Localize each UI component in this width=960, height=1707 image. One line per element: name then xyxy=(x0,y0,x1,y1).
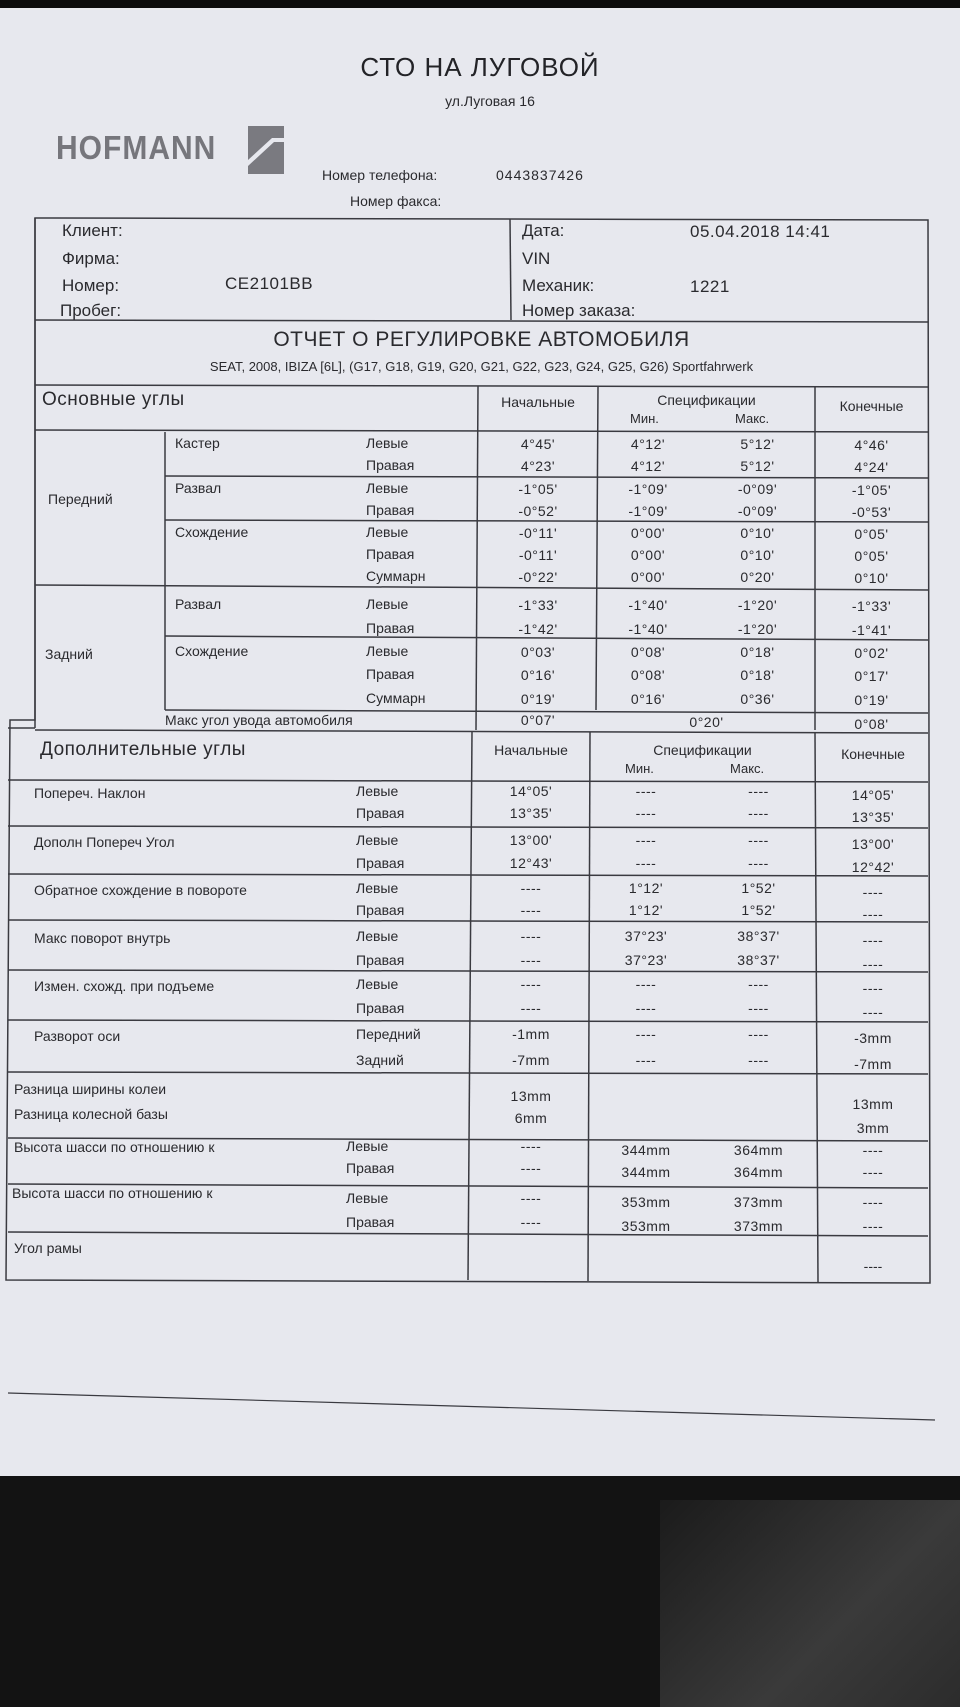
basic-row-side: Левые xyxy=(366,524,409,540)
height2-row-min: 353mm xyxy=(621,1194,671,1210)
vin-label: VIN xyxy=(522,249,551,268)
additional-row-side: Правая xyxy=(356,902,405,918)
additional-row-min: ---- xyxy=(635,832,657,848)
basic-row-initial: -1°05' xyxy=(518,481,558,497)
additional-row-max: ---- xyxy=(748,1052,769,1068)
additional-row-min: 1°12' xyxy=(628,880,664,896)
basic-row-max: -1°20' xyxy=(737,597,778,613)
additional-row-max: 1°52' xyxy=(741,902,776,918)
firm-label: Фирма: xyxy=(62,249,120,268)
basic-row-min: 0°00' xyxy=(630,569,666,585)
basic-row-side: Правая xyxy=(366,457,415,473)
basic-row-side: Левые xyxy=(366,596,409,612)
basic-row-min: -1°40' xyxy=(628,621,668,637)
report-title: ОТЧЕТ О РЕГУЛИРОВКЕ АВТОМОБИЛЯ xyxy=(273,328,690,351)
additional-row-side: Левые xyxy=(356,976,399,992)
additional-row-side: Правая xyxy=(356,855,405,871)
additional-row-min: 1°12' xyxy=(628,902,664,918)
basic-row-max: 0°20' xyxy=(740,569,775,585)
date-value: 05.04.2018 14:41 xyxy=(690,222,831,241)
basic-row-initial: -0°22' xyxy=(518,569,558,585)
height2-row-final: ---- xyxy=(862,1218,884,1234)
additional-row-side: Левые xyxy=(356,783,399,799)
additional-row-final: 13°35' xyxy=(851,809,895,825)
track-diff-label: Разница ширины колеи xyxy=(14,1081,167,1097)
additional-row-label: Дополн Попереч Угол xyxy=(34,834,175,850)
basic-row-group: Кастер xyxy=(175,435,220,451)
basic-row-max: 0°10' xyxy=(740,547,775,563)
basic-row-initial: -0°52' xyxy=(518,503,558,519)
additional-row-final: ---- xyxy=(862,956,884,972)
basic-row-final: 4°24' xyxy=(854,459,889,475)
additional-row-initial: 12°43' xyxy=(509,855,553,871)
basic-row-max: 0°10' xyxy=(740,525,775,541)
additional-row-final: 14°05' xyxy=(851,787,895,803)
basic-row-min: 4°12' xyxy=(630,436,666,452)
basic-row-max: -0°09' xyxy=(737,481,778,497)
basic-row-final: -1°41' xyxy=(851,622,892,638)
additional-row-final: 13°00' xyxy=(851,836,895,852)
basic-col-spec: Спецификации xyxy=(657,392,756,408)
additional-row-final: ---- xyxy=(862,906,884,922)
additional-row-max: ---- xyxy=(748,976,769,992)
basic-row-group: Развал xyxy=(175,480,222,496)
basic-row-side: Правая xyxy=(366,502,415,518)
basic-row-final: 4°46' xyxy=(854,437,889,453)
basic-row-max: 0°18' xyxy=(740,644,775,660)
fax-label: Номер факса: xyxy=(350,193,442,209)
basic-row-max: 0°36' xyxy=(740,691,775,707)
height2-row-initial: ---- xyxy=(520,1190,542,1206)
additional-row-side: Левые xyxy=(356,928,399,944)
track-diff-initial: 13mm xyxy=(510,1088,552,1104)
number-value: CE2101BB xyxy=(225,274,314,293)
additional-row-side: Левые xyxy=(356,880,399,896)
additional-row-final: ---- xyxy=(862,932,884,948)
additional-row-final: ---- xyxy=(862,980,884,996)
basic-row-initial: -1°42' xyxy=(518,621,558,637)
basic-row-min: 0°16' xyxy=(630,691,666,707)
hofmann-logo: HOFMANN xyxy=(56,130,217,167)
additional-row-side: Правая xyxy=(356,952,405,968)
basic-row-initial: 0°19' xyxy=(520,691,556,707)
additional-row-initial: 13°35' xyxy=(509,805,553,821)
basic-row-min: -1°09' xyxy=(628,503,668,519)
additional-row-initial: ---- xyxy=(520,902,542,918)
additional-row-min: ---- xyxy=(635,1052,657,1068)
additional-row-min: ---- xyxy=(635,1026,657,1042)
additional-row-min: ---- xyxy=(635,976,657,992)
height2-row-min: 353mm xyxy=(621,1218,671,1234)
order-number-label: Номер заказа: xyxy=(522,301,636,320)
basic-row-group: Схождение xyxy=(175,643,249,659)
height1-row-min: 344mm xyxy=(621,1164,671,1180)
basic-row-min: 4°12' xyxy=(630,458,666,474)
basic-col-max: Макс. xyxy=(735,411,770,426)
additional-row-final: ---- xyxy=(862,884,884,900)
additional-row-min: ---- xyxy=(635,805,657,821)
basic-row-max: 5°12' xyxy=(740,458,775,474)
additional-row-min: ---- xyxy=(635,1000,657,1016)
additional-row-initial: 14°05' xyxy=(509,783,553,799)
chassis-height-1-label: Высота шасси по отношению к xyxy=(14,1139,215,1155)
mechanic-value: 1221 xyxy=(690,277,730,296)
basic-row-final: 0°05' xyxy=(854,548,889,564)
basic-row-max: -0°09' xyxy=(737,503,778,519)
height1-row-min: 344mm xyxy=(621,1142,671,1158)
additional-row-initial: -7mm xyxy=(512,1052,550,1068)
additional-col-spec: Спецификации xyxy=(653,742,752,758)
height2-row-side: Левые xyxy=(346,1190,389,1206)
basic-col-initial: Начальные xyxy=(501,394,575,410)
basic-row-side: Правая xyxy=(366,666,415,682)
basic-row-min: -1°40' xyxy=(628,597,668,613)
basic-col-final: Конечные xyxy=(839,398,904,414)
additional-row-initial: -1mm xyxy=(512,1026,550,1042)
basic-row-group: Схождение xyxy=(175,524,249,540)
station-title: СТО НА ЛУГОВОЙ xyxy=(360,52,600,82)
basic-row-side: Левые xyxy=(366,643,409,659)
basic-row-min: 0°00' xyxy=(630,525,666,541)
additional-row-label: Разворот оси xyxy=(34,1028,121,1044)
additional-row-max: 1°52' xyxy=(741,880,776,896)
height2-row-max: 373mm xyxy=(733,1218,784,1234)
wheelbase-diff-final: 3mm xyxy=(856,1120,890,1136)
wheelbase-diff-initial: 6mm xyxy=(514,1110,548,1126)
height2-row-max: 373mm xyxy=(733,1194,784,1210)
basic-row-initial: -0°11' xyxy=(518,525,558,541)
basic-row-initial: -0°11' xyxy=(518,547,558,563)
basic-row-initial: 4°45' xyxy=(520,436,556,452)
additional-row-initial: ---- xyxy=(520,1000,542,1016)
hofmann-logo-icon xyxy=(248,126,284,174)
additional-row-side: Левые xyxy=(356,832,399,848)
additional-angles-heading: Дополнительные углы xyxy=(40,739,246,760)
front-axle-label: Передний xyxy=(48,491,113,507)
client-label: Клиент: xyxy=(62,221,123,240)
additional-row-label: Макс поворот внутрь xyxy=(34,930,171,946)
height1-row-final: ---- xyxy=(862,1164,884,1180)
basic-row-final: 0°05' xyxy=(854,526,889,542)
basic-row-initial: 0°16' xyxy=(520,667,556,683)
height2-row-side: Правая xyxy=(346,1214,395,1230)
basic-row-final: -1°33' xyxy=(851,598,892,614)
basic-row-side: Суммарн xyxy=(366,568,426,584)
basic-row-min: 0°08' xyxy=(630,667,666,683)
max-angle-label: Макс угол увода автомобиля xyxy=(165,712,353,728)
height1-row-initial: ---- xyxy=(520,1138,542,1154)
additional-col-min: Мин. xyxy=(625,761,654,776)
basic-row-final: 0°02' xyxy=(854,645,889,661)
additional-row-initial: ---- xyxy=(520,880,542,896)
height1-row-max: 364mm xyxy=(733,1142,784,1158)
height1-row-initial: ---- xyxy=(520,1160,542,1176)
basic-row-max: 5°12' xyxy=(740,436,775,452)
basic-row-initial: 4°23' xyxy=(520,458,556,474)
track-diff-final: 13mm xyxy=(852,1096,894,1112)
desk-texture xyxy=(660,1500,960,1707)
additional-row-min: 37°23' xyxy=(624,928,668,944)
basic-row-side: Правая xyxy=(366,546,415,562)
additional-row-max: ---- xyxy=(748,832,769,848)
basic-row-final: -0°53' xyxy=(851,504,892,520)
frame-angle-label: Угол рамы xyxy=(14,1240,82,1256)
additional-row-max: ---- xyxy=(748,805,769,821)
additional-row-label: Попереч. Наклон xyxy=(34,785,146,801)
basic-row-side: Левые xyxy=(366,480,409,496)
vehicle-description: SEAT, 2008, IBIZA [6L], (G17, G18, G19, G20, G21, G22, G23, G24, G25, G26) Sportfahrwerk xyxy=(209,359,754,374)
basic-row-initial: 0°03' xyxy=(520,644,556,660)
additional-row-initial: ---- xyxy=(520,928,542,944)
mechanic-label: Механик: xyxy=(522,276,595,295)
max-angle-initial: 0°07' xyxy=(520,712,556,728)
additional-row-max: 38°37' xyxy=(737,928,780,944)
additional-row-min: 37°23' xyxy=(624,952,668,968)
basic-row-min: 0°08' xyxy=(630,644,666,660)
station-address: ул.Луговая 16 xyxy=(445,93,535,109)
wheelbase-diff-label: Разница колесной базы xyxy=(14,1106,168,1122)
basic-row-final: -1°05' xyxy=(851,482,892,498)
additional-row-max: ---- xyxy=(748,855,769,871)
basic-row-side: Суммарн xyxy=(366,690,426,706)
date-label: Дата: xyxy=(522,221,565,240)
basic-row-initial: -1°33' xyxy=(518,597,558,613)
additional-row-max: ---- xyxy=(748,1000,769,1016)
basic-row-side: Левые xyxy=(366,435,409,451)
basic-row-max: -1°20' xyxy=(737,621,778,637)
frame-angle-final: ---- xyxy=(863,1258,883,1274)
additional-row-side: Правая xyxy=(356,1000,405,1016)
basic-angles-heading: Основные углы xyxy=(42,389,185,410)
additional-row-min: ---- xyxy=(635,855,657,871)
additional-row-final: 12°42' xyxy=(851,859,895,875)
additional-row-final: -3mm xyxy=(854,1030,892,1046)
mileage-label: Пробег: xyxy=(60,301,122,320)
max-angle-spec: 0°20' xyxy=(689,714,724,730)
height1-row-max: 364mm xyxy=(733,1164,784,1180)
additional-row-initial: ---- xyxy=(520,976,542,992)
height1-row-side: Правая xyxy=(346,1160,395,1176)
height2-row-final: ---- xyxy=(862,1194,884,1210)
max-angle-final: 0°08' xyxy=(854,716,889,732)
height2-row-initial: ---- xyxy=(520,1214,542,1230)
basic-row-final: 0°10' xyxy=(854,570,889,586)
additional-row-final: -7mm xyxy=(854,1056,892,1072)
additional-row-initial: ---- xyxy=(520,952,542,968)
phone-label: Номер телефона: xyxy=(322,167,438,183)
basic-col-min: Мин. xyxy=(630,411,659,426)
basic-row-final: 0°19' xyxy=(854,692,889,708)
additional-row-max: ---- xyxy=(748,783,769,799)
basic-row-max: 0°18' xyxy=(740,667,775,683)
basic-row-min: -1°09' xyxy=(628,481,668,497)
additional-col-final: Конечные xyxy=(841,746,905,762)
chassis-height-2-label: Высота шасси по отношению к xyxy=(12,1185,213,1201)
additional-row-label: Обратное схождение в повороте xyxy=(34,882,247,898)
additional-row-final: ---- xyxy=(862,1004,884,1020)
basic-row-final: 0°17' xyxy=(854,668,889,684)
additional-row-side: Передний xyxy=(356,1026,421,1042)
additional-row-label: Измен. схожд. при подъеме xyxy=(34,978,215,994)
basic-row-min: 0°00' xyxy=(630,547,666,563)
height1-row-side: Левые xyxy=(346,1138,389,1154)
phone-value: 0443837426 xyxy=(496,167,584,183)
height1-row-final: ---- xyxy=(862,1142,884,1158)
additional-row-side: Правая xyxy=(356,805,405,821)
number-label: Номер: xyxy=(62,276,120,295)
additional-col-max: Макс. xyxy=(730,761,765,776)
additional-row-min: ---- xyxy=(635,783,657,799)
basic-row-group: Развал xyxy=(175,596,222,612)
basic-row-side: Правая xyxy=(366,620,415,636)
additional-row-initial: 13°00' xyxy=(509,832,553,848)
additional-col-initial: Начальные xyxy=(494,742,568,758)
rear-axle-label: Задний xyxy=(45,646,93,662)
additional-row-side: Задний xyxy=(356,1052,404,1068)
additional-row-max: ---- xyxy=(748,1026,769,1042)
additional-row-max: 38°37' xyxy=(737,952,780,968)
